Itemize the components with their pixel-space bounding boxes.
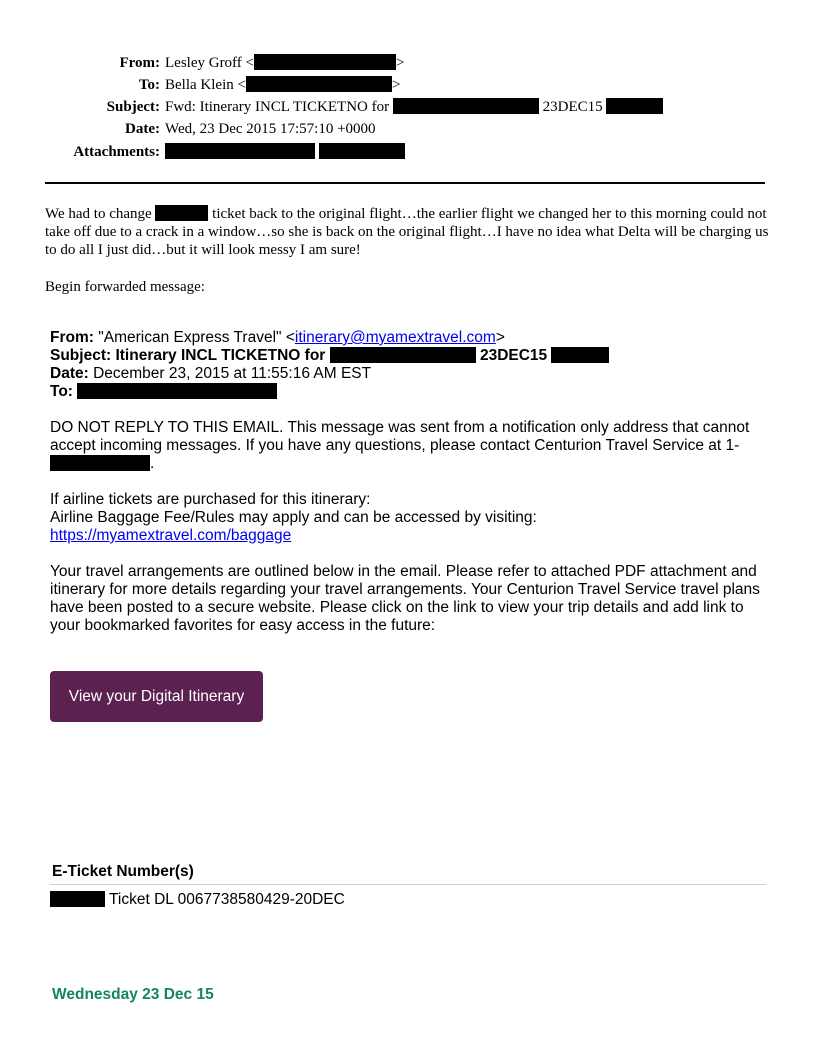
fwd-subject-date: 23DEC15 xyxy=(479,347,548,364)
header-to-row xyxy=(0,76,816,94)
fwd-subject-row xyxy=(50,347,770,365)
fwd-subject-text: Itinerary INCL TICKETNO for xyxy=(115,347,326,364)
attachments-value[interactable] xyxy=(165,143,405,161)
header-attachments-row xyxy=(0,143,816,161)
fwd-subject-label: Subject: xyxy=(50,347,112,364)
baggage-line-2: Airline Baggage Fee/Rules may apply and can be accessed by visiting: xyxy=(50,509,537,526)
from-close: > xyxy=(396,55,405,71)
to-value xyxy=(165,76,400,94)
attachments-label: Attachments: xyxy=(73,144,160,160)
arrangements-paragraph: Your travel arrangements are outlined below in the email. Please refer to attached PDF attachment and itinerary for more details regarding your travel arrangements. Your Centurion Travel Service travel plans have been posted to a secure website. Please click on the link to view your trip details and add link to your bookmarked favorites for easy access in the future: xyxy=(50,563,760,634)
redaction-box xyxy=(246,76,392,92)
eticket-row xyxy=(50,891,345,909)
subject-date: 23DEC15 xyxy=(542,99,603,115)
subject-value xyxy=(165,98,663,116)
no-reply-notice xyxy=(50,419,770,473)
redaction-box xyxy=(319,143,405,159)
to-name: Bella Klein < xyxy=(165,77,246,93)
fwd-to-label: To: xyxy=(50,383,73,400)
redaction-box xyxy=(254,54,396,70)
redaction-box xyxy=(330,347,476,363)
redaction-box xyxy=(551,347,609,363)
baggage-line-1: If airline tickets are purchased for this itinerary: xyxy=(50,491,371,508)
message-text-start: We had to change xyxy=(45,206,152,222)
subject-label: Subject: xyxy=(106,99,160,115)
fwd-from-label: From: xyxy=(50,329,94,346)
forward-intro: Begin forwarded message: xyxy=(45,279,205,295)
from-label: From: xyxy=(119,55,160,71)
itinerary-date-heading: Wednesday 23 Dec 15 xyxy=(52,986,214,1003)
fwd-to-row xyxy=(50,383,770,401)
fwd-date-label: Date: xyxy=(50,365,89,382)
date-value: Wed, 23 Dec 2015 17:57:10 +0000 xyxy=(165,121,376,137)
redaction-box xyxy=(155,205,208,221)
notice-text: DO NOT REPLY TO THIS EMAIL. This message was sent from a notification only address that cannot accept incoming messages. If you have any questions, please contact Centurion Travel Service at 1- xyxy=(50,419,750,454)
baggage-link-row xyxy=(50,527,770,545)
fwd-from-name: "American Express Travel" < xyxy=(98,329,295,346)
message-paragraph xyxy=(45,205,770,259)
fwd-date-value: December 23, 2015 at 11:55:16 AM EST xyxy=(93,365,372,382)
fwd-date-row xyxy=(50,365,770,383)
fwd-from-email-link[interactable]: itinerary@myamextravel.com xyxy=(294,329,496,346)
redaction-box xyxy=(50,455,150,471)
header-subject-row xyxy=(0,98,816,116)
redaction-box xyxy=(165,143,315,159)
eticket-divider xyxy=(50,884,766,885)
to-label: To: xyxy=(138,77,160,93)
from-value xyxy=(165,54,404,72)
baggage-link[interactable]: https://myamextravel.com/baggage xyxy=(50,527,292,544)
header-date-row xyxy=(0,120,816,138)
redaction-box xyxy=(50,891,105,907)
date-label: Date: xyxy=(125,121,160,137)
redaction-box xyxy=(77,383,277,399)
fwd-from-row xyxy=(50,329,770,347)
header-divider xyxy=(45,182,765,184)
notice-end: . xyxy=(150,455,155,472)
header-from-row xyxy=(0,54,816,72)
to-close: > xyxy=(391,77,401,93)
view-digital-itinerary-button[interactable]: View your Digital Itinerary xyxy=(50,671,263,722)
eticket-value: Ticket DL 0067738580429-20DEC xyxy=(109,891,345,908)
from-name: Lesley Groff < xyxy=(165,55,254,71)
eticket-title: E-Ticket Number(s) xyxy=(52,863,194,880)
fwd-from-close: > xyxy=(495,329,505,346)
redaction-box xyxy=(606,98,663,114)
message-text-rest: ticket back to the original flight…the earlier flight we changed her to this morning could not take off due to a crack in a window…so she is back on the original flight…I have no idea what Delta will be charging us to do all I just did…but it will look messy I am sure! xyxy=(45,206,769,258)
subject-text: Fwd: Itinerary INCL TICKETNO for xyxy=(165,99,390,115)
redaction-box xyxy=(393,98,539,114)
